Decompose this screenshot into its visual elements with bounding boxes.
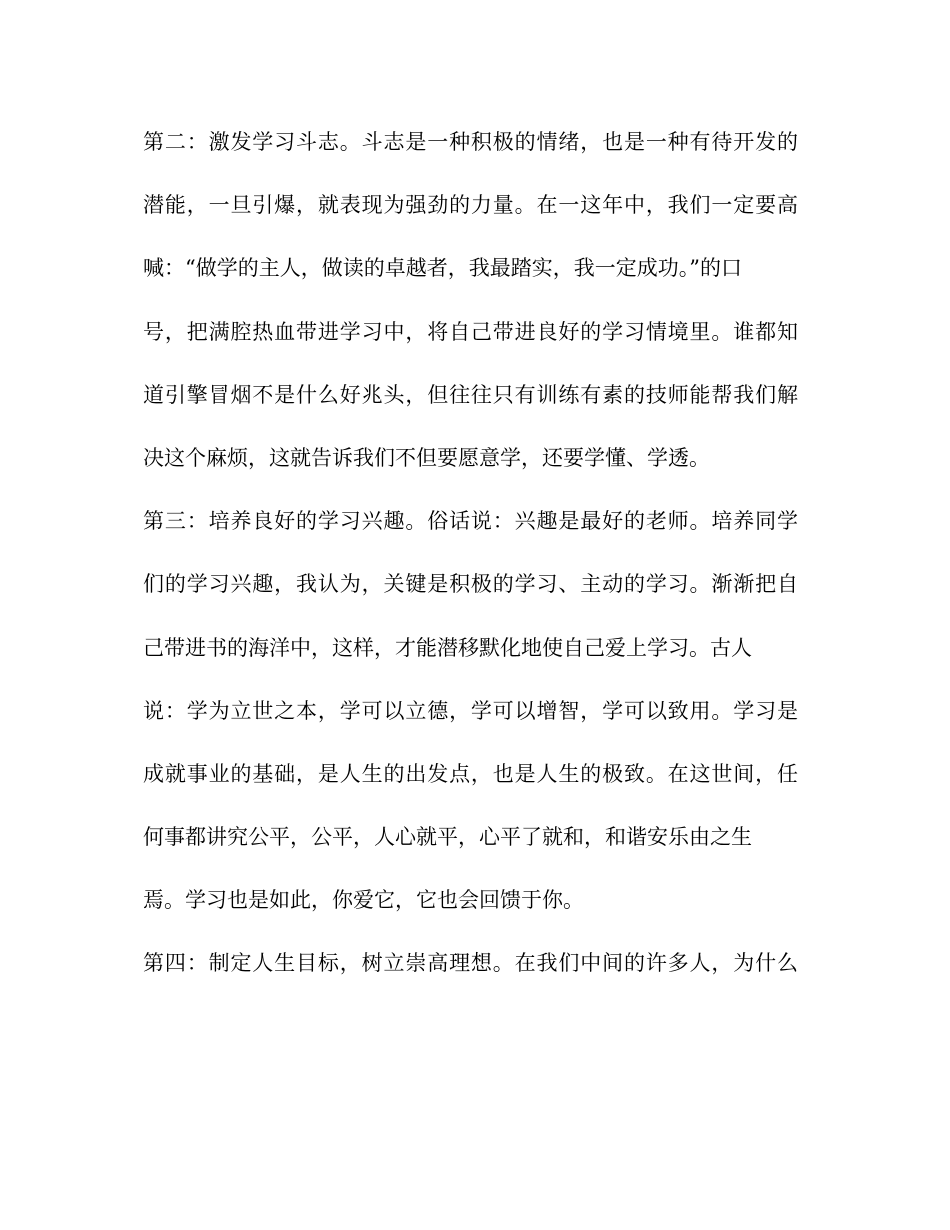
- text-line-10: 说：学为立世之本，学可以立德，学可以增智，学可以致用。学习是: [143, 698, 798, 723]
- text-line-6: 决这个麻烦，这就告诉我们不但要愿意学，还要学懂、学透。: [143, 445, 710, 470]
- text-line-5: 道引擎冒烟不是什么好兆头，但往往只有训练有素的技师能帮我们解: [143, 382, 798, 407]
- text-line-8: 们的学习兴趣，我认为，关键是积极的学习、主动的学习。渐渐把自: [143, 572, 798, 597]
- text-line-1: 第二：激发学习斗志。斗志是一种积极的情绪，也是一种有待开发的: [143, 130, 798, 154]
- document-body: [143, 116, 798, 1001]
- text-line-2: 潜能，一旦引爆，就表现为强劲的力量。在一这年中，我们一定要高: [143, 193, 798, 218]
- text-line-11: 成就事业的基础，是人生的出发点，也是人生的极致。在这世间，任: [143, 761, 798, 786]
- text-line-9: 己带进书的海洋中，这样，才能潜移默化地使自己爱上学习。古人: [143, 635, 752, 660]
- text-line-12: 何事都讲究公平，公平，人心就平，心平了就和，和谐安乐由之生: [143, 825, 752, 850]
- text-line-13: 焉。学习也是如此，你爱它，它也会回馈于你。: [143, 888, 584, 913]
- text-line-7: 第三：培养良好的学习兴趣。俗话说：兴趣是最好的老师。培养同学: [143, 509, 798, 534]
- text-line-3: 喊：“做学的主人，做读的卓越者，我最踏实，我一定成功。”的口: [143, 256, 742, 281]
- text-line-4: 号，把满腔热血带进学习中，将自己带进良好的学习情境里。谁都知: [143, 319, 798, 344]
- text-line-14: 第四：制定人生目标，树立崇高理想。在我们中间的许多人，为什么: [143, 951, 798, 976]
